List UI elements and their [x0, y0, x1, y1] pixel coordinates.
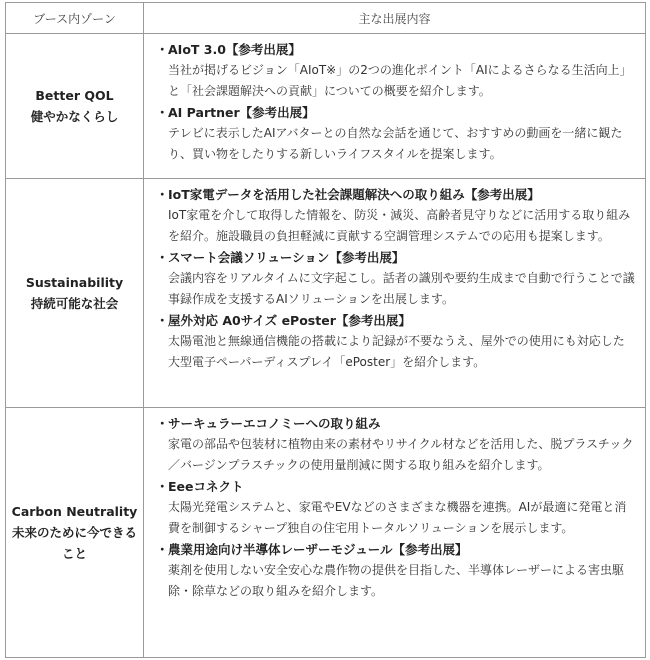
zone-name-en: Better QOL: [35, 88, 114, 103]
header-row: [6, 3, 646, 34]
item-title: ・屋外対応 A0サイズ ePoster【参考出展】: [156, 310, 635, 331]
item-title: ・農業用途向け半導体レーザーモジュール【参考出展】: [156, 539, 635, 560]
bullet-icon: ・: [156, 250, 169, 265]
bullet-icon: ・: [156, 187, 169, 202]
list-item: [156, 539, 635, 602]
bullet-icon: ・: [156, 42, 169, 57]
list-item: [156, 413, 635, 476]
item-description: テレビに表示したAIアバターとの自然な会話を通じて、おすすめの動画を一緒に観たり、買い物をしたりする新しいライフスタイルを提案します。: [168, 126, 623, 161]
bullet-icon: ・: [156, 416, 169, 431]
item-description: 太陽光発電システムと、家電やEVなどのさまざまな機器を連携。AIが最適に発電と消費を制御するシャープ独自の住宅用トータルソリューションを展示します。: [168, 500, 627, 535]
list-item: [156, 310, 635, 373]
zone-name-ja: 持続可能な社会: [30, 296, 119, 311]
item-title: ・IoT家電データを活用した社会課題解決への取り組み【参考出展】: [156, 184, 635, 205]
item-description: IoT家電を介して取得した情報を、防災・減災、高齢者見守りなどに活用する取り組みを紹介。施設職員の負担軽減に貢献する空調管理システムでの応用も提案します。: [168, 208, 631, 243]
zone-name-ja: 未来のために今できること: [11, 525, 137, 561]
item-description: 薬剤を使用しない安全安心な農作物の提供を目指した、半導体レーザーによる害虫駆除・除草などの取り組みを紹介します。: [168, 563, 625, 598]
table-row: [6, 408, 646, 658]
zone-cell: [6, 408, 144, 658]
item-description: 太陽電池と無線通信機能の搭載により記録が不要なうえ、屋外での使用にも対応した大型電子ペーパーディスプレイ「ePoster」を紹介します。: [168, 334, 625, 369]
item-title: ・AI Partner【参考出展】: [156, 102, 635, 123]
exhibit-table: [5, 2, 646, 658]
zone-cell: [6, 179, 144, 408]
list-item: [156, 476, 635, 539]
table-row: [6, 34, 646, 179]
table-row: [6, 179, 646, 408]
bullet-icon: ・: [156, 105, 169, 120]
list-item: [156, 184, 635, 247]
zone-name-en: Carbon Neutrality: [11, 504, 138, 519]
list-item: [156, 39, 635, 102]
list-item: [156, 102, 635, 165]
bullet-icon: ・: [156, 313, 169, 328]
bullet-icon: ・: [156, 542, 169, 557]
item-title: ・AIoT 3.0【参考出展】: [156, 39, 635, 60]
item-description: 家電の部品や包装材に植物由来の素材やリサイクル材などを活用した、脱プラスチック／バージンプラスチックの使用量削減に関する取り組みを紹介します。: [168, 437, 634, 472]
item-title: ・スマート会議ソリューション【参考出展】: [156, 247, 635, 268]
header-zone: ブース内ゾーン: [6, 3, 144, 34]
zone-name-en: Sustainability: [25, 275, 124, 290]
item-title: ・Eeeコネクト: [156, 476, 635, 497]
content-cell: [144, 179, 646, 408]
content-cell: [144, 408, 646, 658]
bullet-icon: ・: [156, 479, 169, 494]
zone-cell: [6, 34, 144, 179]
zone-name-ja: 健やかなくらし: [30, 109, 119, 124]
content-cell: [144, 34, 646, 179]
item-title: ・サーキュラーエコノミーへの取り組み: [156, 413, 635, 434]
exhibit-table-wrapper: [5, 2, 645, 658]
item-description: 会議内容をリアルタイムに文字起こし。話者の識別や要約生成まで自動で行うことで議事録作成を支援するAIソリューションを出展します。: [168, 271, 635, 306]
item-description: 当社が掲げるビジョン「AIoT※」の2つの進化ポイント「AIによるさらなる生活向上」と「社会課題解決への貢献」についての概要を紹介します。: [168, 63, 632, 98]
list-item: [156, 247, 635, 310]
header-content: 主な出展内容: [144, 3, 646, 34]
